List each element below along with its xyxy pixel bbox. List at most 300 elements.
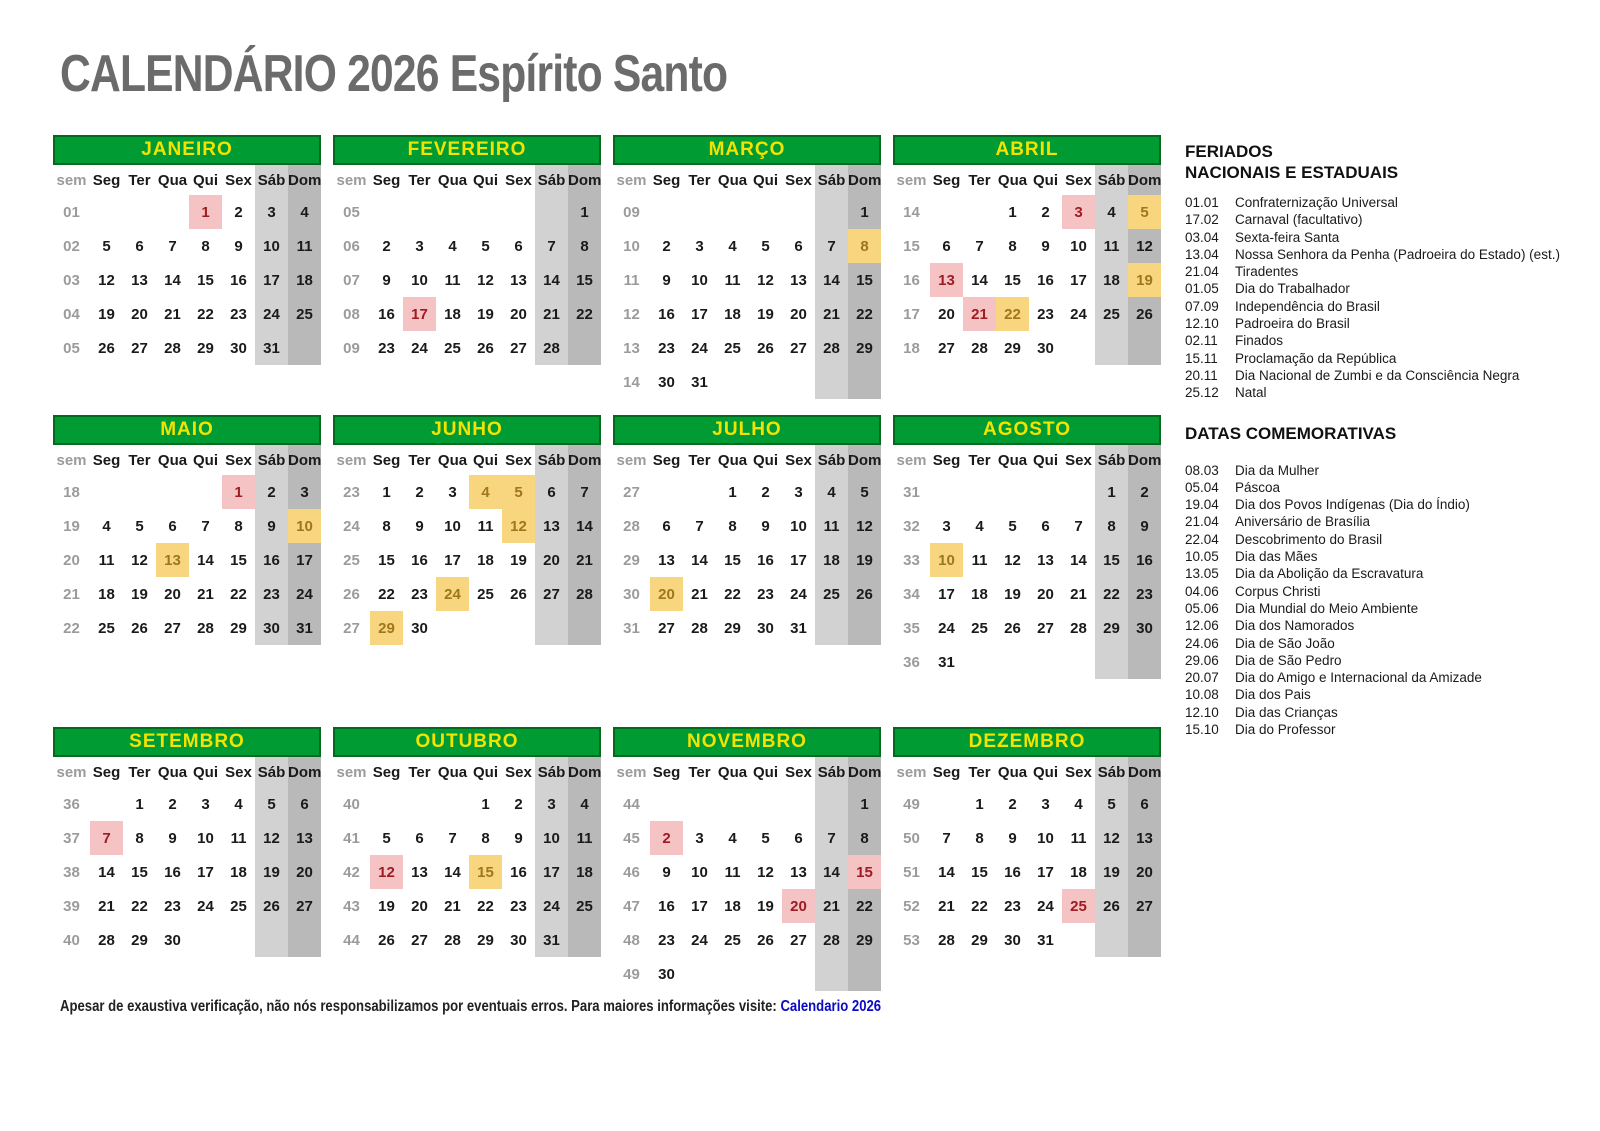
day-cell [535, 195, 568, 229]
day-cell: 3 [201, 795, 210, 813]
month-grid-junho [333, 445, 601, 645]
holiday-name: Tiradentes [1235, 264, 1299, 280]
week-number: 19 [63, 517, 80, 535]
day-cell: 16 [1004, 863, 1021, 881]
month-junho [333, 415, 601, 645]
weekday-header-dom: Dom [848, 165, 881, 195]
weekday-header-qua: Qua [157, 171, 188, 189]
day-cell: 8 [728, 517, 737, 535]
week-number: 18 [63, 483, 80, 501]
month-marco [613, 135, 881, 399]
holiday-date: 21.04 [1185, 264, 1219, 280]
day-cell: 8 [135, 829, 144, 847]
weekday-header-dom: Dom [568, 757, 601, 787]
day-cell: 17 [1070, 271, 1087, 289]
weekday-header-qua: Qua [717, 171, 748, 189]
day-cell: 23 [757, 585, 774, 603]
day-cell: 30 [1128, 611, 1161, 645]
day-cell-feriado: 1 [222, 475, 255, 509]
day-cell: 6 [135, 237, 144, 255]
day-cell: 25 [477, 585, 494, 603]
day-cell: 16 [658, 305, 675, 323]
comemorativas-section [1185, 423, 1580, 739]
holiday-name: Dia da Mulher [1235, 462, 1320, 478]
day-cell: 17 [444, 551, 461, 569]
day-cell [716, 787, 749, 821]
weekday-header-seg: Seg [372, 171, 401, 189]
weekday-header-sab: Sáb [815, 757, 848, 787]
week-number: 02 [63, 237, 80, 255]
day-cell: 5 [761, 237, 770, 255]
week-number: 07 [343, 271, 360, 289]
day-cell [749, 195, 782, 229]
day-cell [222, 923, 255, 957]
weekday-header-sem: sem [56, 763, 87, 781]
day-cell: 21 [98, 897, 115, 915]
day-cell [90, 787, 123, 821]
week-number: 23 [343, 483, 360, 501]
comemorativa-item [1185, 704, 1580, 721]
day-cell: 4 [975, 517, 984, 535]
day-cell: 11 [230, 829, 247, 847]
day-cell: 4 [448, 237, 457, 255]
day-cell: 13 [790, 271, 807, 289]
holiday-date: 17.02 [1185, 212, 1219, 228]
day-cell: 23 [658, 931, 675, 949]
month-title-abril: ABRIL [893, 135, 1161, 165]
weekday-header-dom: Dom [1128, 757, 1161, 787]
day-cell: 4 [234, 795, 243, 813]
day-cell: 15 [378, 551, 395, 569]
day-cell: 25 [971, 619, 988, 637]
day-cell [90, 475, 123, 509]
day-cell-feriado: 13 [930, 263, 963, 297]
comemorativa-item [1185, 600, 1580, 617]
day-cell: 18 [230, 863, 247, 881]
week-number: 40 [63, 931, 80, 949]
day-cell: 23 [255, 577, 288, 611]
weekday-header-seg: Seg [92, 171, 121, 189]
day-cell: 12 [848, 509, 881, 543]
weekday-header-dom: Dom [288, 757, 321, 787]
week-number: 51 [903, 863, 920, 881]
weekday-header-seg: Seg [372, 451, 401, 469]
month-julho [613, 415, 881, 645]
day-cell [189, 923, 222, 957]
day-cell: 14 [535, 263, 568, 297]
week-number: 31 [623, 619, 640, 637]
day-cell-comemorativa: 10 [930, 543, 963, 577]
week-number: 06 [343, 237, 360, 255]
day-cell [930, 787, 963, 821]
feriado-item [1185, 332, 1580, 349]
day-cell: 16 [230, 271, 247, 289]
day-cell: 25 [288, 297, 321, 331]
weekday-header-sem: sem [336, 171, 367, 189]
day-cell: 11 [971, 551, 988, 569]
weekday-header-qui: Qui [1033, 451, 1058, 469]
weekday-header-qui: Qui [193, 171, 218, 189]
holiday-date: 13.04 [1185, 246, 1219, 262]
footer-link-calendario-2026[interactable]: Calendario 2026 [780, 998, 882, 1015]
holidays-panel [1185, 141, 1580, 738]
week-number: 27 [343, 619, 360, 637]
day-cell: 20 [938, 305, 955, 323]
holiday-date: 20.11 [1185, 367, 1218, 383]
day-cell: 13 [1128, 821, 1161, 855]
day-cell: 4 [728, 829, 737, 847]
day-cell: 23 [378, 339, 395, 357]
week-number: 28 [623, 517, 640, 535]
week-number: 41 [343, 829, 360, 847]
day-cell: 7 [815, 821, 848, 855]
day-cell: 18 [568, 855, 601, 889]
day-cell [1062, 923, 1095, 957]
day-cell: 14 [691, 551, 708, 569]
day-cell: 16 [658, 897, 675, 915]
week-number: 32 [903, 517, 920, 535]
holiday-name: Padroeira do Brasil [1235, 316, 1350, 332]
comemorativa-item [1185, 548, 1580, 565]
day-cell: 12 [757, 863, 774, 881]
day-cell [1128, 923, 1161, 957]
holiday-name: Dia de São João [1235, 635, 1335, 651]
day-cell [815, 957, 848, 991]
month-grid-setembro [53, 757, 321, 957]
month-maio [53, 415, 321, 645]
day-cell: 13 [131, 271, 148, 289]
day-cell-comemorativa: 4 [469, 475, 502, 509]
day-cell: 15 [197, 271, 214, 289]
day-cell: 29 [1004, 339, 1021, 357]
day-cell: 22 [197, 305, 214, 323]
day-cell: 26 [255, 889, 288, 923]
day-cell: 10 [255, 229, 288, 263]
week-number: 39 [63, 897, 80, 915]
day-cell [782, 195, 815, 229]
weekday-header-qua: Qua [157, 451, 188, 469]
day-cell [848, 365, 881, 399]
day-cell: 21 [568, 543, 601, 577]
day-cell: 25 [724, 931, 741, 949]
holiday-name: Dia da Abolição da Escravatura [1235, 566, 1424, 582]
holiday-date: 10.08 [1185, 687, 1219, 703]
day-cell: 13 [411, 863, 428, 881]
week-number: 04 [63, 305, 80, 323]
day-cell: 18 [477, 551, 494, 569]
day-cell: 23 [1128, 577, 1161, 611]
day-cell: 27 [1128, 889, 1161, 923]
day-cell: 5 [102, 237, 111, 255]
day-cell: 18 [724, 897, 741, 915]
feriados-heading-line1: FERIADOS [1185, 142, 1273, 161]
day-cell: 24 [1037, 897, 1054, 915]
weekday-header-seg: Seg [932, 451, 961, 469]
comemorativa-item [1185, 513, 1580, 530]
day-cell: 23 [164, 897, 181, 915]
day-cell [749, 365, 782, 399]
month-grid-novembro [613, 757, 881, 991]
day-cell: 17 [288, 543, 321, 577]
weekday-header-sem: sem [56, 451, 87, 469]
day-cell: 24 [938, 619, 955, 637]
day-cell: 14 [444, 863, 461, 881]
holiday-date: 12.10 [1185, 316, 1219, 332]
day-cell: 27 [938, 339, 955, 357]
weekday-header-sex: Sex [1065, 763, 1092, 781]
day-cell: 1 [1095, 475, 1128, 509]
month-grid-maio [53, 445, 321, 645]
comemorativa-item [1185, 635, 1580, 652]
day-cell: 25 [568, 889, 601, 923]
day-cell: 25 [444, 339, 461, 357]
day-cell: 17 [1037, 863, 1054, 881]
day-cell-comemorativa: 29 [370, 611, 403, 645]
day-cell: 31 [938, 653, 955, 671]
day-cell: 28 [691, 619, 708, 637]
day-cell: 29 [131, 931, 148, 949]
holiday-name: Natal [1235, 385, 1267, 401]
day-cell: 1 [848, 787, 881, 821]
day-cell: 4 [102, 517, 111, 535]
day-cell: 20 [288, 855, 321, 889]
week-number: 26 [343, 585, 360, 603]
day-cell: 27 [131, 339, 148, 357]
day-cell: 22 [848, 297, 881, 331]
day-cell: 26 [1004, 619, 1021, 637]
day-cell-comemorativa: 12 [502, 509, 535, 543]
day-cell: 5 [848, 475, 881, 509]
day-cell [156, 475, 189, 509]
holiday-date: 13.05 [1185, 566, 1219, 582]
week-number: 37 [63, 829, 80, 847]
day-cell: 25 [1095, 297, 1128, 331]
weekday-header-seg: Seg [652, 171, 681, 189]
week-number: 38 [63, 863, 80, 881]
day-cell [370, 787, 403, 821]
day-cell-comemorativa: 15 [469, 855, 502, 889]
month-grid-abril [893, 165, 1161, 365]
comemorativa-item [1185, 721, 1580, 738]
weekday-header-sem: sem [616, 171, 647, 189]
week-number: 24 [343, 517, 360, 535]
day-cell: 21 [938, 897, 955, 915]
day-cell: 11 [444, 271, 461, 289]
day-cell [189, 475, 222, 509]
weekday-header-ter: Ter [408, 763, 431, 781]
weekday-header-qua: Qua [997, 171, 1028, 189]
day-cell: 29 [724, 619, 741, 637]
day-cell: 28 [197, 619, 214, 637]
comemorativa-item [1185, 583, 1580, 600]
weekday-header-ter: Ter [968, 171, 991, 189]
day-cell: 24 [535, 889, 568, 923]
day-cell: 10 [1037, 829, 1054, 847]
holiday-name: Aniversário de Brasília [1235, 514, 1371, 530]
day-cell: 28 [1070, 619, 1087, 637]
holiday-name: Dia das Crianças [1235, 704, 1338, 720]
day-cell: 26 [757, 339, 774, 357]
day-cell: 30 [658, 373, 675, 391]
day-cell: 21 [1070, 585, 1087, 603]
holiday-name: Independência do Brasil [1235, 298, 1380, 314]
day-cell [683, 787, 716, 821]
day-cell: 21 [691, 585, 708, 603]
day-cell: 15 [1004, 271, 1021, 289]
week-number: 42 [343, 863, 360, 881]
month-title-marco: MARÇO [613, 135, 881, 165]
week-number: 33 [903, 551, 920, 569]
day-cell: 1 [728, 483, 737, 501]
day-cell: 20 [131, 305, 148, 323]
day-cell: 16 [164, 863, 181, 881]
day-cell: 3 [794, 483, 803, 501]
day-cell: 2 [415, 483, 424, 501]
month-grid-outubro [333, 757, 601, 957]
day-cell: 10 [444, 517, 461, 535]
week-number: 47 [623, 897, 640, 915]
day-cell: 26 [510, 585, 527, 603]
day-cell-comemorativa: 20 [650, 577, 683, 611]
comemorativa-item [1185, 686, 1580, 703]
day-cell: 26 [98, 339, 115, 357]
day-cell [815, 611, 848, 645]
holiday-name: Nossa Senhora da Penha (Padroeira do Estado) (est.) [1235, 246, 1560, 262]
day-cell: 8 [201, 237, 210, 255]
day-cell: 16 [255, 543, 288, 577]
day-cell: 19 [131, 585, 148, 603]
day-cell [90, 195, 123, 229]
day-cell: 4 [288, 195, 321, 229]
day-cell: 13 [510, 271, 527, 289]
feriado-item [1185, 315, 1580, 332]
day-cell: 24 [790, 585, 807, 603]
day-cell [1095, 923, 1128, 957]
day-cell: 28 [535, 331, 568, 365]
weekday-header-qua: Qua [997, 763, 1028, 781]
day-cell: 11 [1095, 229, 1128, 263]
weekday-header-ter: Ter [688, 763, 711, 781]
day-cell: 2 [255, 475, 288, 509]
day-cell [650, 195, 683, 229]
holiday-date: 12.06 [1185, 618, 1219, 634]
holiday-name: Dia do Amigo e Internacional da Amizade [1235, 670, 1482, 686]
week-number: 10 [623, 237, 640, 255]
day-cell [568, 611, 601, 645]
week-number: 29 [623, 551, 640, 569]
holiday-name: Dia dos Pais [1235, 687, 1311, 703]
day-cell: 12 [1128, 229, 1161, 263]
month-title-janeiro: JANEIRO [53, 135, 321, 165]
week-number: 31 [903, 483, 920, 501]
feriados-heading-line2: NACIONAIS E ESTADUAIS [1185, 163, 1399, 182]
day-cell [716, 195, 749, 229]
day-cell: 14 [197, 551, 214, 569]
day-cell [749, 957, 782, 991]
feriado-item [1185, 263, 1580, 280]
day-cell: 20 [790, 305, 807, 323]
day-cell: 22 [131, 897, 148, 915]
day-cell [963, 475, 996, 509]
weekday-header-sab: Sáb [535, 165, 568, 195]
day-cell: 30 [1037, 339, 1054, 357]
weekday-header-seg: Seg [92, 763, 121, 781]
day-cell: 2 [234, 203, 243, 221]
day-cell: 3 [1041, 795, 1050, 813]
comemorativa-item [1185, 496, 1580, 513]
day-cell: 11 [815, 509, 848, 543]
day-cell: 29 [848, 923, 881, 957]
day-cell-comemorativa: 8 [848, 229, 881, 263]
day-cell: 22 [568, 297, 601, 331]
weekday-header-sex: Sex [785, 171, 812, 189]
week-number: 35 [903, 619, 920, 637]
feriado-item [1185, 280, 1580, 297]
day-cell: 9 [382, 271, 391, 289]
day-cell: 20 [1128, 855, 1161, 889]
day-cell: 10 [535, 821, 568, 855]
day-cell [1128, 331, 1161, 365]
day-cell: 20 [1037, 585, 1054, 603]
day-cell: 21 [164, 305, 181, 323]
week-number: 21 [63, 585, 80, 603]
holiday-name: Carnaval (facultativo) [1235, 212, 1363, 228]
day-cell: 19 [378, 897, 395, 915]
weekday-header-sem: sem [336, 763, 367, 781]
weekday-header-sab: Sáb [255, 165, 288, 195]
day-cell: 15 [1095, 543, 1128, 577]
holiday-date: 22.04 [1185, 531, 1219, 547]
feriado-item [1185, 298, 1580, 315]
day-cell: 10 [197, 829, 214, 847]
day-cell: 19 [848, 543, 881, 577]
comemorativa-item [1185, 479, 1580, 496]
day-cell: 17 [197, 863, 214, 881]
day-cell: 9 [255, 509, 288, 543]
week-number: 45 [623, 829, 640, 847]
weekday-header-qui: Qui [1033, 171, 1058, 189]
day-cell-feriado: 3 [1062, 195, 1095, 229]
day-cell: 1 [1008, 203, 1017, 221]
day-cell [716, 957, 749, 991]
holiday-date: 21.04 [1185, 514, 1219, 530]
month-title-maio: MAIO [53, 415, 321, 445]
day-cell: 16 [757, 551, 774, 569]
week-number: 05 [63, 339, 80, 357]
week-number: 48 [623, 931, 640, 949]
day-cell [683, 475, 716, 509]
day-cell: 4 [1095, 195, 1128, 229]
day-cell: 24 [197, 897, 214, 915]
day-cell: 5 [481, 237, 490, 255]
feriado-item [1185, 246, 1580, 263]
day-cell [502, 195, 535, 229]
month-agosto [893, 415, 1161, 679]
day-cell [436, 195, 469, 229]
week-number: 11 [623, 271, 640, 289]
day-cell: 21 [815, 297, 848, 331]
day-cell: 2 [168, 795, 177, 813]
day-cell: 19 [1095, 855, 1128, 889]
day-cell: 11 [1070, 829, 1087, 847]
day-cell: 15 [724, 551, 741, 569]
month-title-novembro: NOVEMBRO [613, 727, 881, 757]
week-number: 09 [623, 203, 640, 221]
day-cell: 28 [98, 931, 115, 949]
day-cell: 30 [757, 619, 774, 637]
day-cell: 6 [288, 787, 321, 821]
day-cell: 25 [98, 619, 115, 637]
